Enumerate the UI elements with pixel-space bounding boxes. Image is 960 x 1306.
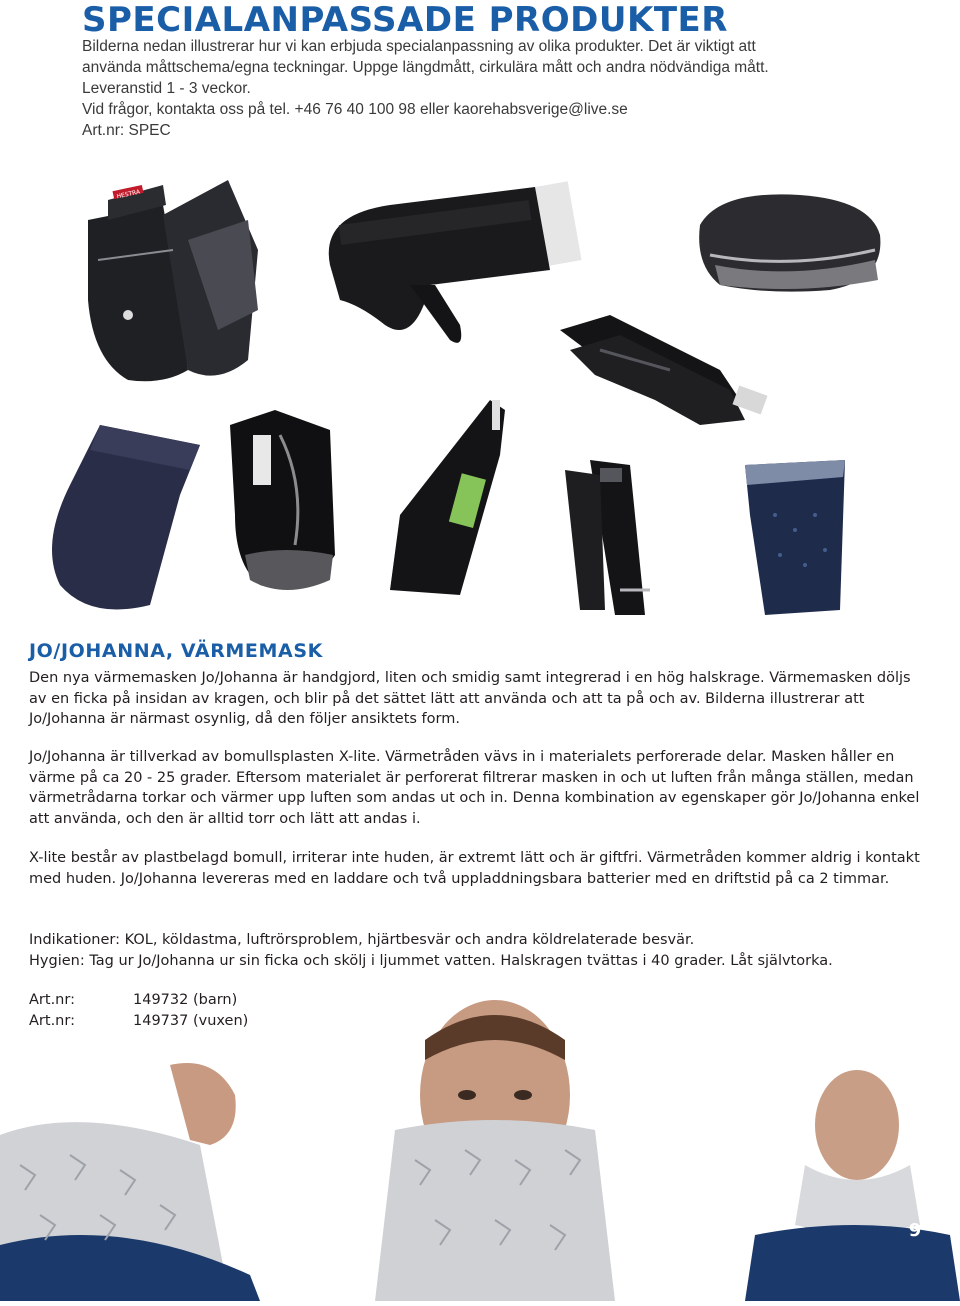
article-value: 149737 (vuxen) <box>133 1013 249 1029</box>
arm-warmers-image <box>560 450 695 620</box>
body-paragraph <box>29 668 924 730</box>
body-paragraph <box>29 930 924 971</box>
intro-line: Leveranstid 1 - 3 veckor. <box>82 80 251 97</box>
intro-line: Art.nr: SPEC <box>82 122 171 139</box>
short-mitten-image <box>690 185 890 300</box>
article-row <box>29 992 237 1008</box>
fingerless-glove-image <box>225 405 340 600</box>
logo-label: HESTRA <box>116 188 141 201</box>
intro-line: använda måttschema/egna teckningar. Uppge längdmått, cirkulära mått och andra nödvändiga mått. <box>82 59 769 76</box>
model-photo-front <box>355 1000 635 1301</box>
model-photo-collar-down <box>745 1065 960 1301</box>
black-mitten-image <box>68 160 293 390</box>
hygiene-text: Hygien: Tag ur Jo/Johanna ur sin ficka och skölj i ljummet vatten. Halskragen tvättas i 40 grader. Låt självtorka. <box>29 952 833 969</box>
intro-text <box>82 36 882 141</box>
model-photo-profile <box>0 1045 260 1301</box>
intro-line: Vid frågor, kontakta oss på tel. +46 76 40 100 98 eller kaorehabsverige@live.se <box>82 101 628 118</box>
body-paragraph <box>29 747 924 829</box>
indications-text: Indikationer: KOL, köldastma, luftrörsproblem, hjärtbesvär och andra köldrelaterade besvär. <box>29 932 695 948</box>
blue-sleeves-image <box>735 455 855 620</box>
section-title: JO/JOHANNA, VÄRMEMASK <box>29 640 323 662</box>
article-label: Art.nr: <box>29 1013 75 1029</box>
intro-line: Bilderna nedan illustrerar hur vi kan erbjuda specialanpassning av olika produkter. Det är viktigt att <box>82 38 756 55</box>
page-title: SPECIALANPASSADE PRODUKTER <box>82 0 728 40</box>
page-number: 9 <box>908 1220 922 1241</box>
article-label: Art.nr: <box>29 992 75 1008</box>
body-paragraph <box>29 848 924 889</box>
paragraph-text: Jo/Johanna är tillverkad av bomullsplasten X-lite. Värmetråden vävs in i materialets perforerade delar. Masken håller en värme på ca 20 - 25 grader. Eftersom materialet är perforerat filtrerar masken in och ut luften från många ställen, medan värmetrådarna torkar och värmer upp luften som andas ut och in. Denna kombination av egenskaper gör Jo/Johanna enkel att använda, och den är alltid torr och lätt att andas i. <box>29 749 920 827</box>
article-value: 149732 (barn) <box>133 992 238 1008</box>
black-gloves-image <box>540 290 780 430</box>
paragraph-text: X-lite består av plastbelagd bomull, irriterar inte huden, är extremt lätt och är giftfri. Värmetråden kommer aldrig i kontakt med huden. Jo/Johanna levereras med en laddare och två uppladdningsbara batterier med en driftstid på ca 2 timmar. <box>29 850 920 887</box>
wrist-glove-image <box>380 395 530 605</box>
article-row <box>29 1013 248 1029</box>
fleece-mitt-image <box>30 415 210 615</box>
paragraph-text: Den nya värmemasken Jo/Johanna är handgjord, liten och smidig samt integrerad i en hög halskrage. Värmemasken döljs av en ficka på insidan av kragen, och blir på det sättet lätt att använda och att ta på och av. Bilderna illustrerar att Jo/Johanna är närmast osynlig, då den följer ansiktets form. <box>29 670 911 727</box>
